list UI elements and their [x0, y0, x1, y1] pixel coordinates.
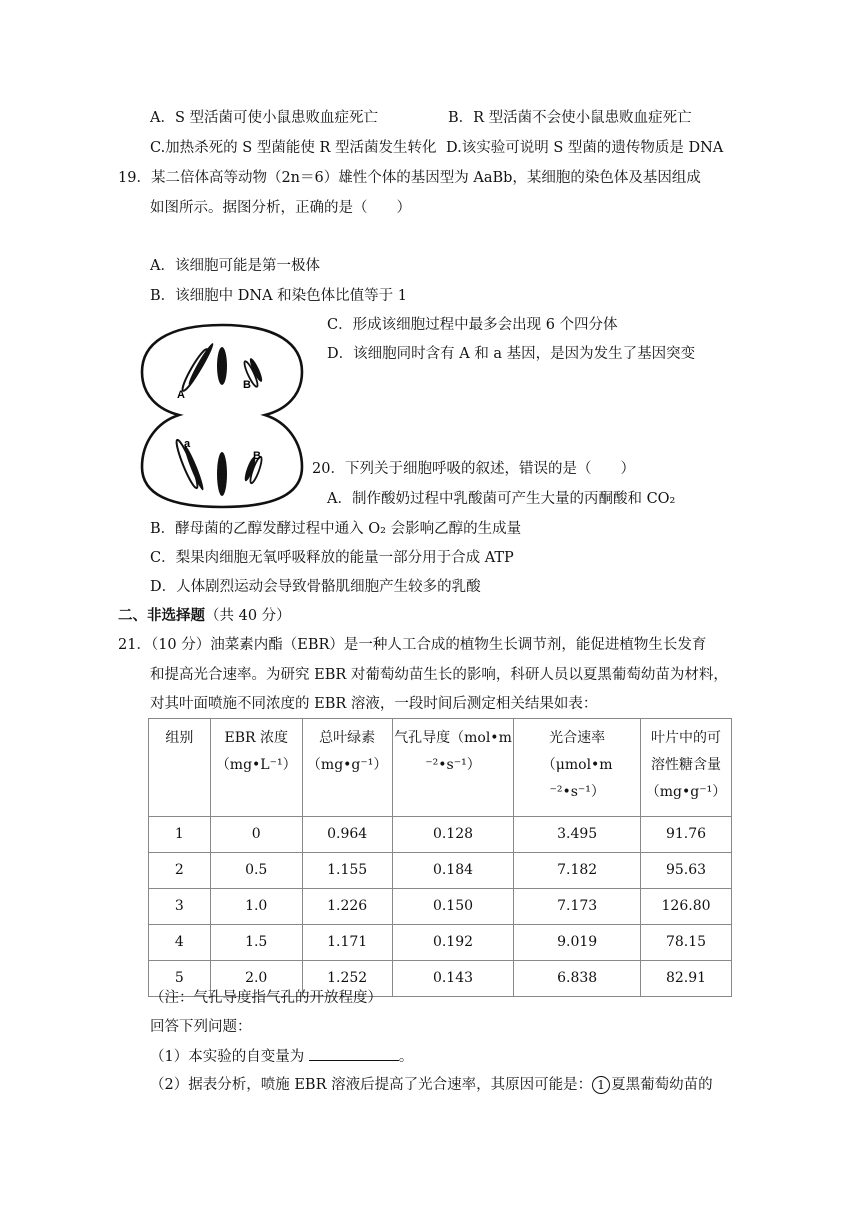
- table-cell: 1.252: [302, 961, 392, 997]
- q19-option-b: B．该细胞中 DNA 和染色体比值等于 1: [150, 288, 407, 304]
- cell-division-figure: [137, 322, 307, 510]
- header-stomatal-conductance: 气孔导度（mol•m ⁻²•s⁻¹）: [392, 719, 514, 817]
- q20-option-c: C．梨果肉细胞无氧呼吸释放的能量一部分用于合成 ATP: [150, 550, 514, 566]
- q20-option-d: D．人体剧烈运动会导致骨骼肌细胞产生较多的乳酸: [150, 579, 481, 595]
- table-cell: 3: [149, 889, 211, 925]
- table-cell: 0.964: [302, 817, 392, 853]
- q21-sub2: （2）据表分析，喷施 EBR 溶液后提高了光合速率，其原因可能是： 1 夏黑葡萄幼苗的: [150, 1077, 713, 1093]
- circled-number-1: 1: [592, 1076, 610, 1094]
- table-row: [149, 889, 732, 925]
- gene-label: B: [243, 379, 251, 391]
- table-cell: 95.63: [641, 853, 732, 889]
- table-row: [149, 853, 732, 889]
- table-row: [149, 925, 732, 961]
- q20-option-a: A．制作酸奶过程中乳酸菌可产生大量的丙酮酸和 CO₂: [327, 491, 676, 507]
- q21-sub1: （1）本实验的自变量为 。: [150, 1046, 413, 1067]
- table-cell: 7.182: [514, 853, 641, 889]
- q20-stem: 20．下列关于细胞呼吸的叙述，错误的是（ ）: [312, 461, 635, 477]
- q21-stem-line2: 和提高光合速率。为研究 EBR 对葡萄幼苗生长的影响，科研人员以夏黑葡萄幼苗为材料，: [150, 667, 728, 683]
- q19-option-c: C．形成该细胞过程中最多会出现 6 个四分体: [327, 317, 618, 333]
- section-score: （共 40 分）: [205, 608, 291, 624]
- q19-stem-line1: 19．某二倍体高等动物（2n＝6）雄性个体的基因型为 AaBb，某细胞的染色体及基因组成: [118, 170, 701, 186]
- q21-stem-line3: 对其叶面喷施不同浓度的 EBR 溶液，一段时间后测定相关结果如表：: [150, 696, 598, 712]
- table-cell: 78.15: [641, 925, 732, 961]
- table-cell: 0.128: [392, 817, 514, 853]
- table-cell: 0.5: [210, 853, 302, 889]
- table-cell: 0.192: [392, 925, 514, 961]
- table-cell: 1.171: [302, 925, 392, 961]
- table-cell: 5: [149, 961, 211, 997]
- table-row: [149, 817, 732, 853]
- table-cell: 1.155: [302, 853, 392, 889]
- table-cell: 2: [149, 853, 211, 889]
- q18-option-c: C.加热杀死的 S 型菌能使 R 型活菌发生转化: [150, 140, 437, 156]
- table-header-row: [149, 719, 732, 817]
- header-group: 组别: [149, 719, 211, 817]
- table-cell: 1.5: [210, 925, 302, 961]
- q19-stem-line2: 如图所示。据图分析，正确的是（ ）: [150, 200, 411, 216]
- gene-label: A: [177, 389, 185, 401]
- table-cell: 82.91: [641, 961, 732, 997]
- section-heading: [118, 606, 291, 626]
- table-cell: 0: [210, 817, 302, 853]
- gene-label: B: [253, 450, 261, 462]
- header-soluble-sugar: 叶片中的可 溶性糖含量 （mg•g⁻¹）: [641, 719, 732, 817]
- table-cell: 9.019: [514, 925, 641, 961]
- table-cell: 91.76: [641, 817, 732, 853]
- chromosome: [217, 347, 227, 385]
- answer-prompt: 回答下列问题：: [150, 1019, 252, 1035]
- table-cell: 6.838: [514, 961, 641, 997]
- table-cell: 4: [149, 925, 211, 961]
- q21-stem-line1: 21．（10 分）油菜素内酯（EBR）是一种人工合成的植物生长调节剂，能促进植物生长发育: [118, 637, 707, 653]
- table-cell: 126.80: [641, 889, 732, 925]
- table-cell: 2.0: [210, 961, 302, 997]
- header-chlorophyll: 总叶绿素 （mg•g⁻¹）: [302, 719, 392, 817]
- table-cell: 1.0: [210, 889, 302, 925]
- gene-label: a: [184, 438, 191, 450]
- ebr-results-table: [148, 718, 732, 997]
- table-cell: 0.150: [392, 889, 514, 925]
- q20-option-b: B．酵母菌的乙醇发酵过程中通入 O₂ 会影响乙醇的生成量: [150, 521, 522, 537]
- chromosome: [217, 452, 227, 496]
- header-ebr-concentration: EBR 浓度 （mg•L⁻¹）: [210, 719, 302, 817]
- table-cell: 0.184: [392, 853, 514, 889]
- table-cell: 7.173: [514, 889, 641, 925]
- q18-option-b: B．R 型活菌不会使小鼠患败血症死亡: [448, 110, 692, 126]
- table-note: （注：气孔导度指气孔的开放程度）: [150, 990, 382, 1006]
- header-photosynthesis-rate: 光合速率（μmol•m ⁻²•s⁻¹）: [514, 719, 641, 817]
- q19-option-a: A．该细胞可能是第一极体: [150, 258, 320, 274]
- table-cell: 1.226: [302, 889, 392, 925]
- table-cell: 1: [149, 817, 211, 853]
- answer-blank[interactable]: [309, 1046, 399, 1061]
- q19-option-d: D．该细胞同时含有 A 和 a 基因，是因为发生了基因突变: [327, 346, 696, 362]
- table-cell: 0.143: [392, 961, 514, 997]
- q18-option-a: A．S 型活菌可使小鼠患败血症死亡: [150, 110, 379, 126]
- q18-option-d: D.该实验可说明 S 型菌的遗传物质是 DNA: [446, 140, 724, 156]
- section-title: 二、非选择题: [118, 607, 205, 624]
- table-cell: 3.495: [514, 817, 641, 853]
